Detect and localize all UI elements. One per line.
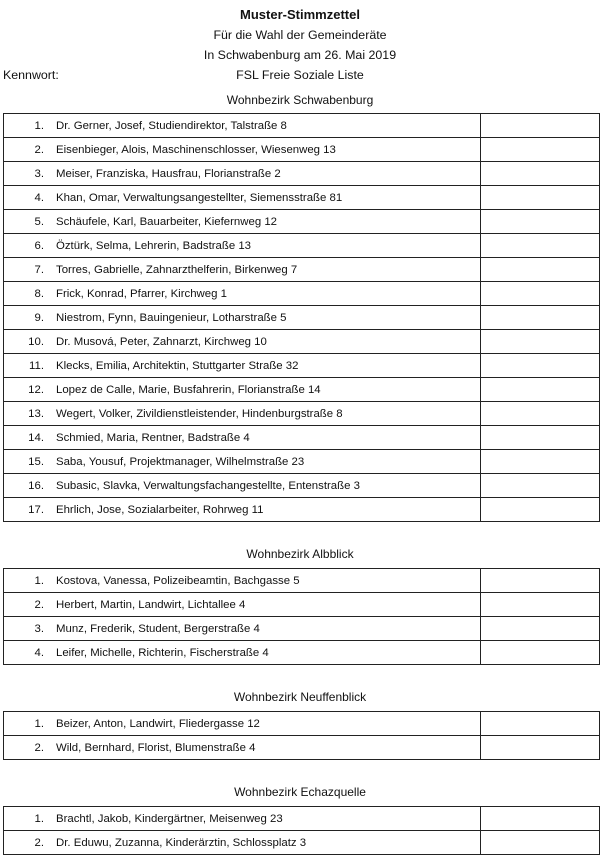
vote-box[interactable] <box>481 234 600 258</box>
candidate-row <box>4 593 600 617</box>
vote-box[interactable] <box>481 402 600 426</box>
candidate-number: 2. <box>34 741 44 754</box>
candidate-number: 3. <box>34 167 44 180</box>
candidate-name: Lopez de Calle, Marie, Busfahrerin, Florianstraße 14 <box>56 383 321 396</box>
candidate-number: 6. <box>34 239 44 252</box>
candidate-number: 9. <box>34 311 44 324</box>
candidate-row <box>4 258 600 282</box>
vote-box[interactable] <box>481 138 600 162</box>
candidate-number: 4. <box>34 646 44 659</box>
candidate-row <box>4 498 600 522</box>
candidate-table <box>3 711 600 760</box>
candidate-name: Meiser, Franziska, Hausfrau, Florianstraße 2 <box>56 167 281 180</box>
candidate-number: 2. <box>34 598 44 611</box>
candidate-name: Dr. Gerner, Josef, Studiendirektor, Talstraße 8 <box>56 119 287 132</box>
candidate-table <box>3 568 600 665</box>
candidate-name: Subasic, Slavka, Verwaltungsfachangestellte, Entenstraße 3 <box>56 479 360 492</box>
candidate-row <box>4 831 600 855</box>
vote-box[interactable] <box>481 306 600 330</box>
candidate-name: Wild, Bernhard, Florist, Blumenstraße 4 <box>56 741 256 754</box>
candidate-row <box>4 641 600 665</box>
candidate-name: Leifer, Michelle, Richterin, Fischerstraße 4 <box>56 646 269 659</box>
vote-box[interactable] <box>481 378 600 402</box>
candidate-row <box>4 617 600 641</box>
candidate-number: 1. <box>34 812 44 825</box>
candidate-number: 14. <box>28 431 44 444</box>
vote-box[interactable] <box>481 593 600 617</box>
candidate-number: 11. <box>29 359 44 372</box>
candidate-row <box>4 114 600 138</box>
candidate-name: Öztürk, Selma, Lehrerin, Badstraße 13 <box>56 239 251 252</box>
candidate-name: Dr. Musová, Peter, Zahnarzt, Kirchweg 10 <box>56 335 267 348</box>
candidate-number: 10. <box>28 335 44 348</box>
candidate-number: 17. <box>28 503 44 516</box>
vote-box[interactable] <box>481 617 600 641</box>
candidate-name: Brachtl, Jakob, Kindergärtner, Meisenweg 23 <box>56 812 283 825</box>
candidate-name: Eisenbieger, Alois, Maschinenschlosser, Wiesenweg 13 <box>56 143 336 156</box>
vote-box[interactable] <box>481 474 600 498</box>
place-date-subtitle: In Schwabenburg am 26. Mai 2019 <box>203 48 397 62</box>
ballot-title: Muster-Stimmzettel <box>240 7 360 22</box>
candidate-name: Dr. Eduwu, Zuzanna, Kinderärztin, Schlossplatz 3 <box>56 836 307 849</box>
kennwort-label: Kennwort: <box>3 68 59 82</box>
candidate-number: 16. <box>28 479 44 492</box>
candidate-number: 2. <box>34 836 44 849</box>
district-title: Wohnbezirk Neuffenblick <box>233 690 367 704</box>
vote-box[interactable] <box>481 569 600 593</box>
vote-box[interactable] <box>481 114 600 138</box>
candidate-row <box>4 282 600 306</box>
candidate-number: 15. <box>28 455 44 468</box>
vote-box[interactable] <box>481 498 600 522</box>
district-title: Wohnbezirk Schwabenburg <box>226 93 374 107</box>
district-title: Wohnbezirk Echazquelle <box>234 785 366 799</box>
candidate-name: Torres, Gabrielle, Zahnarzthelferin, Birkenweg 7 <box>56 263 298 276</box>
candidate-row <box>4 712 600 736</box>
candidate-row <box>4 402 600 426</box>
candidate-row <box>4 807 600 831</box>
list-name: FSL Freie Soziale Liste <box>236 68 364 82</box>
candidate-row <box>4 186 600 210</box>
candidate-row <box>4 426 600 450</box>
candidate-row <box>4 306 600 330</box>
candidate-name: Frick, Konrad, Pfarrer, Kirchweg 1 <box>56 287 227 300</box>
candidate-number: 1. <box>34 717 44 730</box>
candidate-name: Munz, Frederik, Student, Bergerstraße 4 <box>56 622 260 635</box>
candidate-number: 12. <box>28 383 44 396</box>
candidate-row <box>4 234 600 258</box>
candidate-number: 4. <box>34 191 44 204</box>
candidate-number: 8. <box>34 287 44 300</box>
vote-box[interactable] <box>481 354 600 378</box>
vote-box[interactable] <box>481 831 600 855</box>
candidate-row <box>4 736 600 760</box>
candidate-row <box>4 354 600 378</box>
vote-box[interactable] <box>481 330 600 354</box>
candidate-row <box>4 162 600 186</box>
candidate-row <box>4 210 600 234</box>
candidate-number: 7. <box>34 263 44 276</box>
vote-box[interactable] <box>481 807 600 831</box>
candidate-table <box>3 806 600 855</box>
candidate-name: Niestrom, Fynn, Bauingenieur, Lotharstraße 5 <box>56 311 287 324</box>
candidate-name: Herbert, Martin, Landwirt, Lichtallee 4 <box>56 598 246 611</box>
candidate-row <box>4 138 600 162</box>
candidate-name: Kostova, Vanessa, Polizeibeamtin, Bachgasse 5 <box>56 574 300 587</box>
candidate-row <box>4 330 600 354</box>
candidate-name: Wegert, Volker, Zivildienstleistender, Hindenburgstraße 8 <box>56 407 343 420</box>
vote-box[interactable] <box>481 712 600 736</box>
candidate-table <box>3 113 600 522</box>
vote-box[interactable] <box>481 736 600 760</box>
district-title: Wohnbezirk Albblick <box>246 547 354 561</box>
candidate-number: 1. <box>34 119 44 132</box>
candidate-number: 2. <box>34 143 44 156</box>
candidate-number: 3. <box>34 622 44 635</box>
candidate-row <box>4 474 600 498</box>
candidate-number: 13. <box>28 407 44 420</box>
candidate-name: Schäufele, Karl, Bauarbeiter, Kiefernweg 12 <box>56 215 277 228</box>
election-subtitle: Für die Wahl der Gemeinderäte <box>213 28 387 42</box>
candidate-name: Beizer, Anton, Landwirt, Fliedergasse 12 <box>56 717 260 730</box>
candidate-name: Khan, Omar, Verwaltungsangestellter, Siemensstraße 81 <box>56 191 343 204</box>
candidate-number: 1. <box>34 574 44 587</box>
candidate-name: Ehrlich, Jose, Sozialarbeiter, Rohrweg 11 <box>56 503 264 516</box>
vote-box[interactable] <box>481 426 600 450</box>
vote-box[interactable] <box>481 450 600 474</box>
candidate-name: Schmied, Maria, Rentner, Badstraße 4 <box>56 431 250 444</box>
vote-box[interactable] <box>481 282 600 306</box>
vote-box[interactable] <box>481 162 600 186</box>
candidate-row <box>4 378 600 402</box>
vote-box[interactable] <box>481 210 600 234</box>
candidate-row <box>4 569 600 593</box>
candidate-name: Saba, Yousuf, Projektmanager, Wilhelmstraße 23 <box>56 455 305 468</box>
candidate-name: Klecks, Emilia, Architektin, Stuttgarter Straße 32 <box>56 359 299 372</box>
vote-box[interactable] <box>481 641 600 665</box>
vote-box[interactable] <box>481 258 600 282</box>
vote-box[interactable] <box>481 186 600 210</box>
candidate-number: 5. <box>34 215 44 228</box>
candidate-row <box>4 450 600 474</box>
